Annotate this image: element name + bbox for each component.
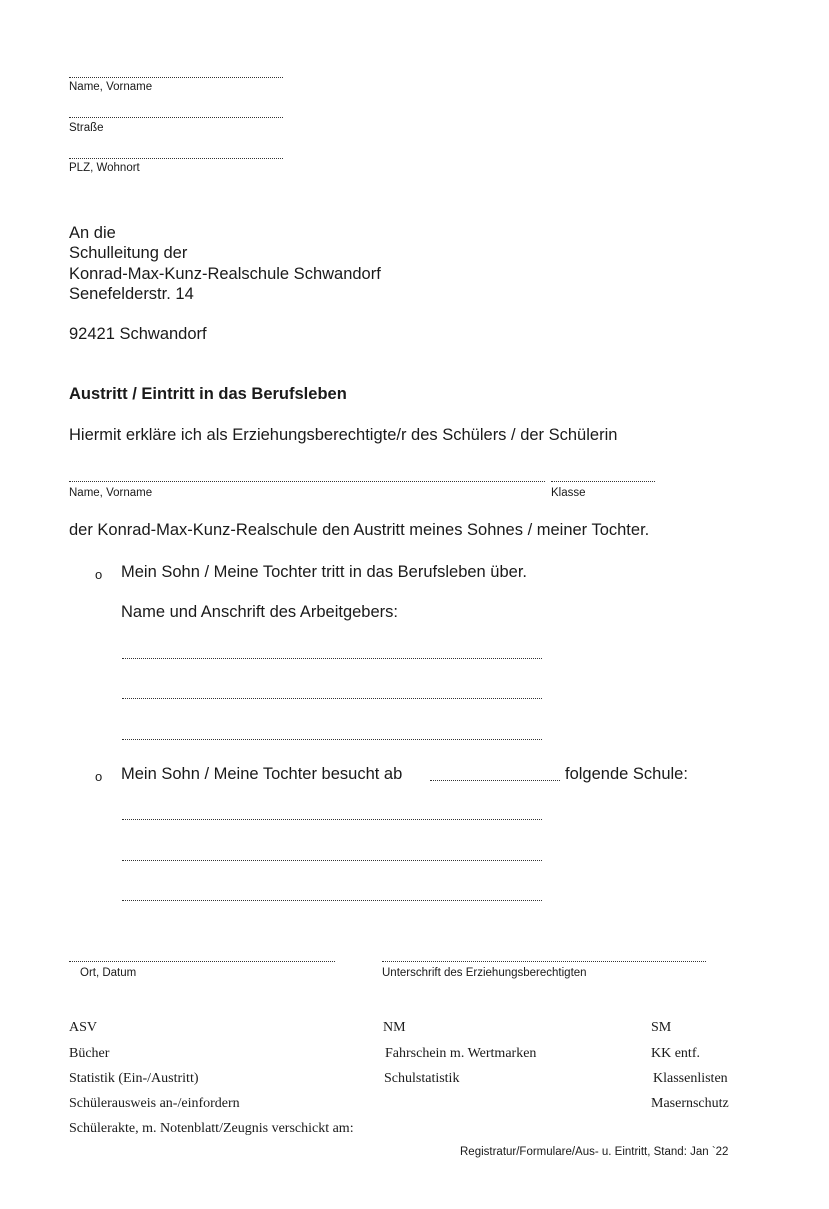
office-item: Masernschutz	[651, 1096, 729, 1111]
office-item: Bücher	[69, 1046, 110, 1061]
option-school-text-after: folgende Schule:	[565, 765, 688, 783]
office-item: Klassenlisten	[653, 1071, 728, 1086]
office-item: NM	[383, 1020, 406, 1035]
employer-line-2[interactable]	[122, 698, 542, 699]
sender-city-input[interactable]	[69, 158, 283, 159]
school-line-3[interactable]	[122, 900, 542, 901]
sender-city-label: PLZ, Wohnort	[69, 162, 140, 174]
student-class-label: Klasse	[551, 487, 586, 499]
student-class-input[interactable]	[551, 481, 655, 482]
place-date-input[interactable]	[69, 961, 335, 962]
employer-label: Name und Anschrift des Arbeitgebers:	[121, 603, 398, 621]
option-school-text-before: Mein Sohn / Meine Tochter besucht ab	[121, 765, 403, 783]
office-item: SM	[651, 1020, 672, 1035]
recipient-line: Schulleitung der	[69, 244, 188, 262]
office-item: Schulstatistik	[384, 1071, 460, 1086]
sender-name-label: Name, Vorname	[69, 81, 153, 93]
declaration-continuation: der Konrad-Max-Kunz-Realschule den Austritt meines Sohnes / meiner Tochter.	[69, 521, 650, 539]
office-item: Schülerausweis an-/einfordern	[69, 1096, 240, 1111]
employer-line-3[interactable]	[122, 739, 542, 740]
school-line-2[interactable]	[122, 860, 542, 861]
recipient-line: An die	[69, 224, 116, 242]
school-start-date-input[interactable]	[430, 780, 560, 781]
footer-reference: Registratur/Formulare/Aus- u. Eintritt, Stand: Jan `22	[460, 1146, 729, 1158]
recipient-line: Senefelderstr. 14	[69, 285, 194, 303]
employer-line-1[interactable]	[122, 658, 542, 659]
office-item: KK entf.	[651, 1046, 700, 1061]
student-name-input[interactable]	[69, 481, 545, 482]
sender-street-label: Straße	[69, 122, 104, 134]
office-item: Fahrschein m. Wertmarken	[385, 1046, 537, 1061]
student-name-label: Name, Vorname	[69, 487, 153, 499]
option-school-checkbox[interactable]: o	[95, 769, 103, 784]
option-employment-checkbox[interactable]: o	[95, 567, 103, 582]
signature-label: Unterschrift des Erziehungsberechtigten	[382, 967, 587, 979]
signature-input[interactable]	[382, 961, 706, 962]
sender-street-input[interactable]	[69, 117, 283, 118]
place-date-label: Ort, Datum	[80, 967, 137, 979]
option-employment-text: Mein Sohn / Meine Tochter tritt in das Berufsleben über.	[121, 563, 528, 581]
recipient-city: 92421 Schwandorf	[69, 325, 207, 343]
school-line-1[interactable]	[122, 819, 542, 820]
document-title: Austritt / Eintritt in das Berufsleben	[69, 385, 347, 403]
office-item: Statistik (Ein-/Austritt)	[69, 1071, 199, 1086]
sender-name-input[interactable]	[69, 77, 283, 78]
office-item: Schülerakte, m. Notenblatt/Zeugnis verschickt am:	[69, 1121, 354, 1136]
recipient-line: Konrad-Max-Kunz-Realschule Schwandorf	[69, 265, 381, 283]
office-item: ASV	[69, 1020, 98, 1035]
declaration-intro: Hiermit erkläre ich als Erziehungsberechtigte/r des Schülers / der Schülerin	[69, 426, 618, 444]
